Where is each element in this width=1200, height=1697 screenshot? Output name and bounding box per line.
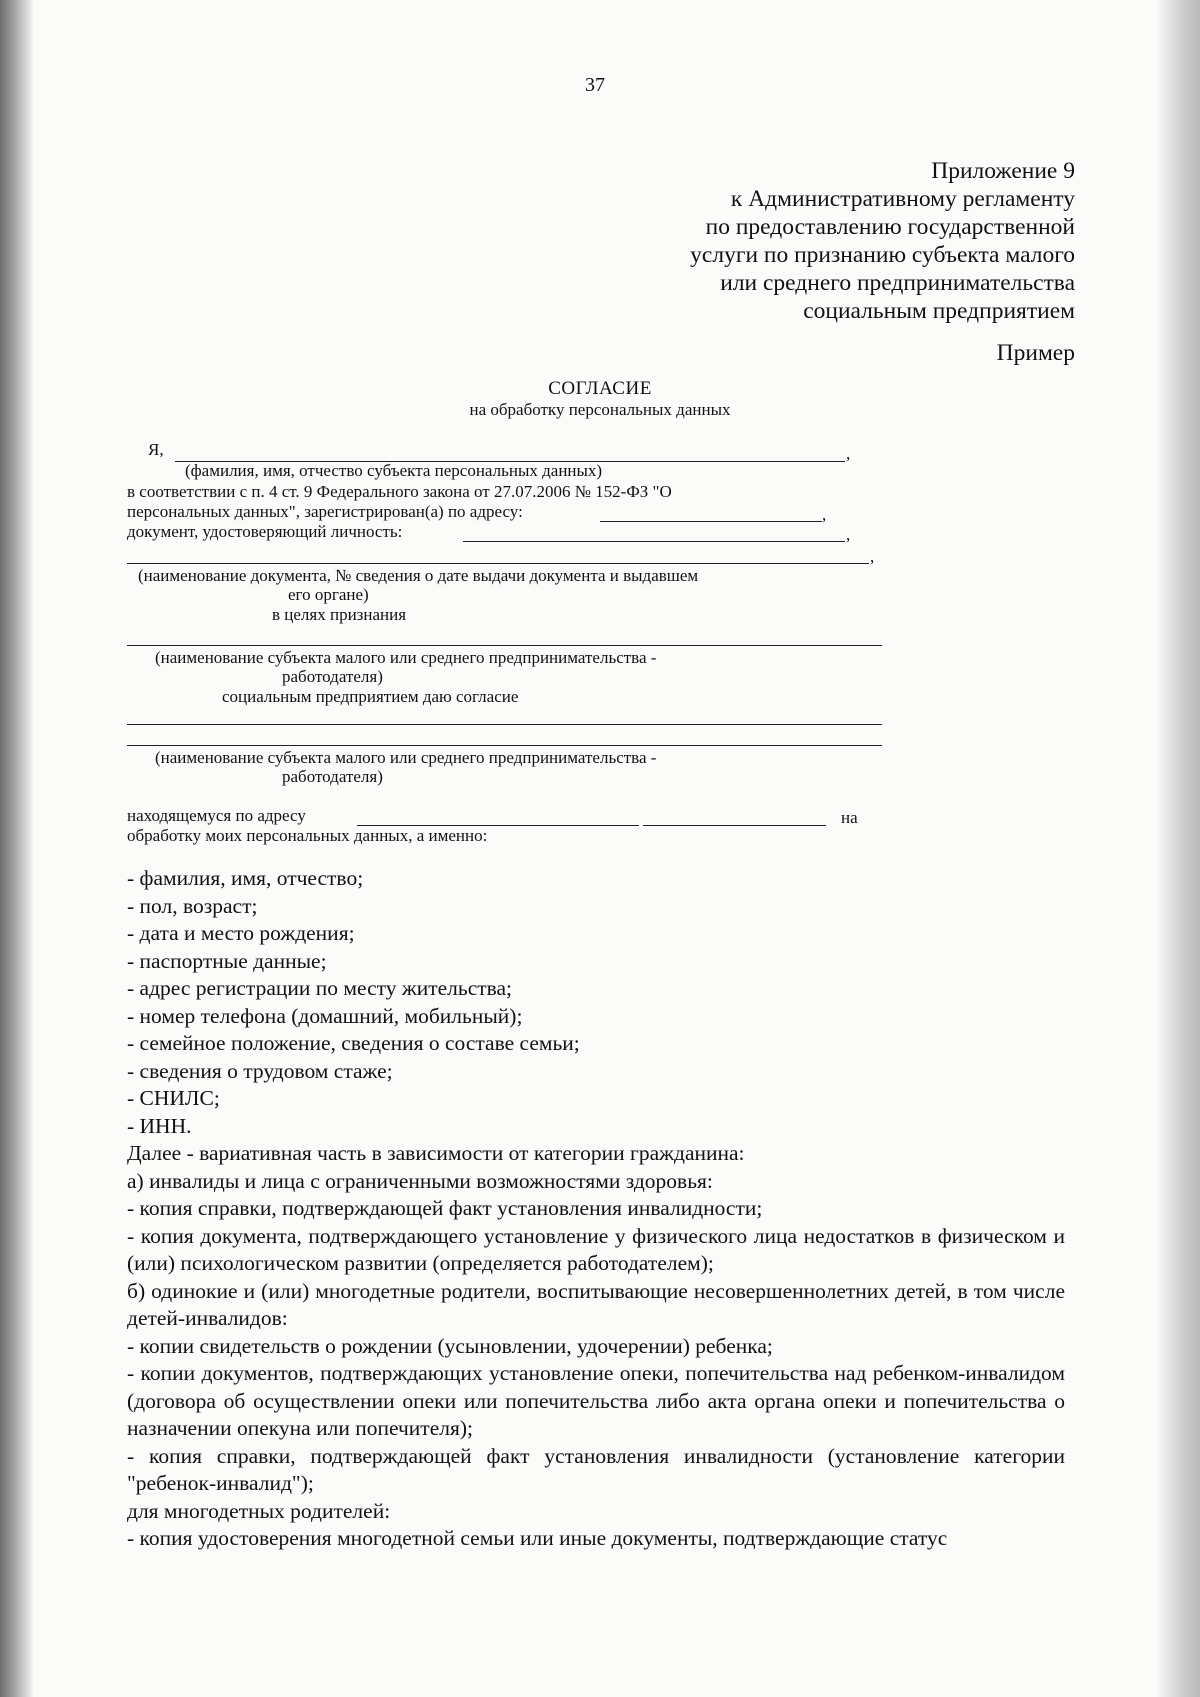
purpose-label: в целях признания [272,605,407,624]
body-line: - дата и место рождения; [127,921,355,945]
body-line: Далее - вариативная часть в зависимости от категории гражданина: [127,1141,745,1165]
body-paragraph: - копия справки, подтверждающей факт установления инвалидности (установление категории "ребенок-инвалид"); [127,1443,1065,1495]
appendix-line: социальным предприятием [803,298,1075,324]
body-line: - копии свидетельств о рождении (усыновлении, удочерении) ребенка; [127,1333,773,1358]
body-line: а) инвалиды и лица с ограниченными возможностями здоровья: [127,1168,713,1193]
appendix-line: услуги по признанию субъекта малого [690,242,1075,268]
body-line: - фамилия, имя, отчество; [127,866,364,890]
body-line: - пол, возраст; [127,893,258,918]
body-paragraph: - копии документов, подтверждающих установление опеки, попечительства над ребенком-инвалидом (договора об осуществлении опеки или попечительства либо акта органа опеки и попечительства о назначении опекуна или попечителя); [127,1361,1065,1440]
located-on: на [841,808,858,827]
doc-caption: его органе) [288,585,369,604]
appendix-line: или среднего предпринимательства [720,270,1075,296]
law-line: в соответствии с п. 4 ст. 9 Федерального закона от 27.07.2006 № 152-ФЗ "О [127,482,672,501]
body-line: - адрес регистрации по месту жительства; [127,976,513,1000]
body-line: - копия справки, подтверждающей факт установления инвалидности; [127,1196,763,1220]
appendix-line: к Административному регламенту [730,186,1075,212]
body-line: - паспортные данные; [127,948,327,973]
form-comma: , [846,444,851,463]
form-comma: , [822,505,827,524]
document-blank-line [463,541,845,542]
body-paragraph: - копия удостоверения многодетной семьи или иные документы, подтверждающие статус [127,1526,948,1550]
document-label: документ, удостоверяющий личность: [127,522,403,541]
form-comma: , [870,547,875,566]
body-paragraph: - копия документа, подтверждающего установление у физического лица недостатков в физическом и (или) психологическом развитии (определяется работодателем); [127,1223,1065,1275]
body-paragraph: б) одинокие и (или) многодетные родители, воспитывающие несовершеннолетних детей, в том числе детей-инвалидов: [127,1278,1065,1330]
subject2-caption: работодателя) [282,767,383,786]
registered-label: персональных данных", зарегистрирован(а) по адресу: [127,502,523,521]
document-details-line [127,563,869,564]
appendix-line: Приложение 9 [931,158,1075,184]
subject2-caption: (наименование субъекта малого или среднего предпринимательства - [155,748,657,767]
appendix-header [690,157,1075,325]
processing-label: обработку моих персональных данных, а именно: [127,826,488,845]
subject-blank-line [127,645,882,646]
body-line: - сведения о трудовом стаже; [127,1058,393,1083]
scan-edge-left [0,0,34,1697]
body-line: - номер телефона (домашний, мобильный); [127,1003,523,1028]
form-ya: Я, [148,440,164,459]
located-label: находящемуся по адресу [127,806,306,825]
body-text [127,865,1065,1553]
document-title: СОГЛАСИЕ [548,378,652,399]
subject2-blank-line [127,724,882,725]
subject-caption: (наименование субъекта малого или среднего предпринимательства - [155,648,657,667]
body-line: - семейное положение, сведения о составе семьи; [127,1031,580,1055]
doc-caption: (наименование документа, № сведения о дате выдачи документа и выдавшем [138,566,699,585]
document-subtitle: на обработку персональных данных [469,400,731,419]
subject-caption: работодателя) [282,667,383,686]
body-line: - СНИЛС; [127,1086,220,1110]
body-line: - ИНН. [127,1113,192,1138]
located-blank-line [643,825,826,826]
scan-edge-right [1156,0,1200,1697]
example-label: Пример [996,340,1075,366]
form-comma: , [846,525,851,544]
address-blank-line [600,521,822,522]
page-number: 37 [585,74,605,96]
name-caption: (фамилия, имя, отчество субъекта персональных данных) [185,461,603,480]
appendix-line: по предоставлению государственной [705,214,1075,240]
subject2-blank-line [127,745,882,746]
body-line: для многодетных родителей: [127,1498,391,1523]
consent-label: социальным предприятием даю согласие [222,687,519,706]
